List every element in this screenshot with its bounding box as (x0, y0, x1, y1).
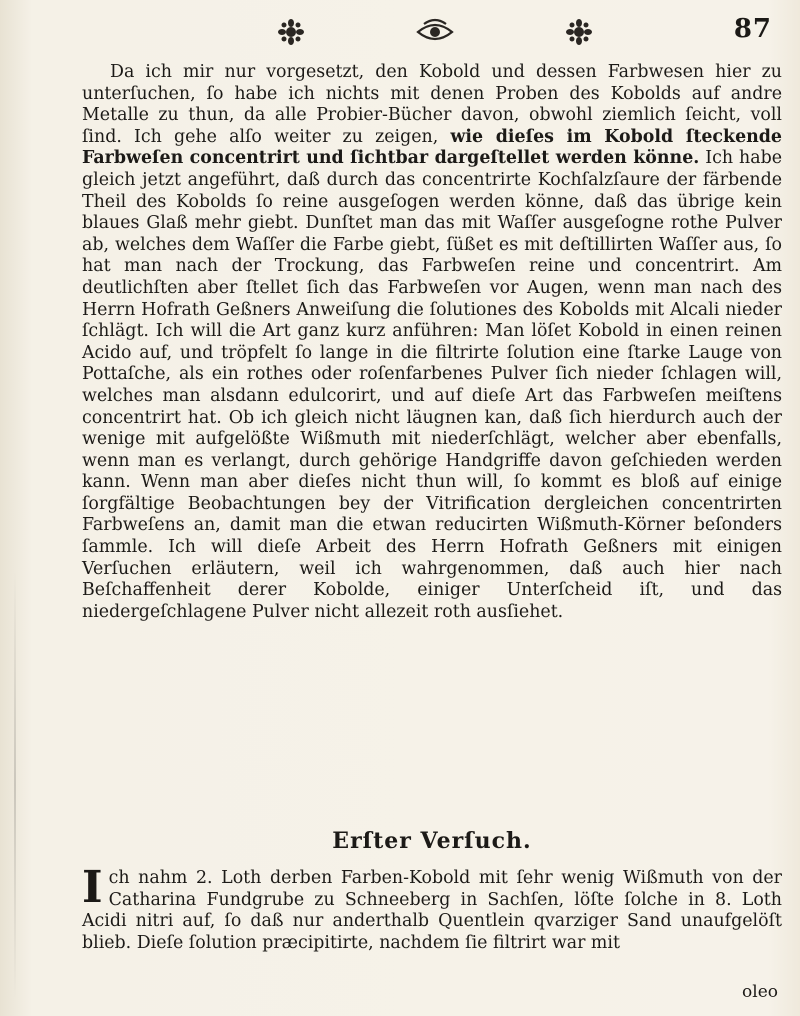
binding-shadow (14, 570, 16, 1000)
section-heading: Erſter Verſuch. (332, 828, 532, 854)
header-ornaments (270, 18, 600, 46)
page-number: 87 (733, 14, 772, 44)
paragraph-1-part-b: Ich habe gleich jetzt angeführt, daß durch das concentrirte Kochſalzſaure der färbende Theil des Kobolds ſo reine ausgeſogen werden könne, daß das übrige kein blaues Glaß mehr giebt. Dunſtet man das mit Waſſer ausgeſogne rothe Pulver ab, welches dem Waſſer die Farbe giebt, ſüßet es mit deſtillirten Waſſer aus, ſo hat man nach der Trockung, das Farbweſen reine und concentrirt. Am deutlichſten aber ſtellet ſich das Farbweſen vor Augen, wenn man nach des Herrn Hofrath Geßners Anweiſung die ſolutiones des Kobolds mit Alcali nieder ſchlägt. Ich will die Art ganz kurz anführen: Man löſet Kobold in einen reinen Acido auf, und tröpfelt ſo lange in die filtrirte ſolution eine ſtarke Lauge von Pottaſche, als ein rothes oder roſenfarbenes Pulver ſich nieder ſchlagen will, welches man alsdann edulcorirt, und auf dieſe Art das Farbweſen meiſtens concentrirt hat. Ob ich gleich nicht läugnen kan, daß ſich hierdurch auch der wenige mit aufgelößte Wißmuth mit niederſchlägt, welcher aber ebenfalls, wenn man es verlangt, durch gehörige Handgriffe davon geſchieden werden kann. Wenn man aber dieſes nicht thun will, ſo kommt es bloß auf einige ſorgfältige Beobachtungen bey der Vitrification dergleichen concentrirten Farbweſens an, damit man die etwan reducirten Wißmuth-Körner beſonders ſammle. Ich will dieſe Arbeit des Herrn Hofrath Geßners mit einigen Verſuchen erläutern, weil ich wahrgenommen, daß auch hier nach Beſchaffenheit derer Kobolde, einiger Unterſcheid iſt, und das niedergeſchlagene Pulver nicht allezeit roth ausſiehet. (82, 148, 782, 622)
section-text (82, 862, 782, 954)
paragraph-1-part-a: Da ich mir nur vorgesetzt, den Kobold und dessen Farbwesen hier zu unterſuchen, ſo habe ich nichts mit denen Proben des Kobolds auf andre Metalle zu thun, da alle Probier-Bücher davon, obwohl ziemlich ſeicht, voll ſind. Ich gehe alſo weiter zu zeigen, (82, 62, 782, 147)
emphasized-statement: wie dieſes im Kobold ſteckende Farbweſen concentrirt und ſichtbar dargeſtellet werden könne. (82, 126, 782, 169)
catchword: oleo (742, 982, 778, 1002)
paragraph-1 (82, 62, 782, 623)
page-header (90, 14, 780, 54)
ornament-eye-icon (414, 18, 456, 46)
drop-cap: I (82, 862, 103, 913)
paragraph-2: ch nahm 2. Loth derben Farben-Kobold mit ſehr wenig Wißmuth von der Catharina Fundgrube zu Schneeberg in Sachſen, löſte ſolche in 8. Loth Acidi nitri auf, ſo daß nur anderthalb Quentlein qvarziger Sand unaufgelöſt blieb. Dieſe ſolution præcipitirte, nachdem ſie filtrirt war mit (82, 868, 782, 953)
ornament-flower-icon (558, 18, 600, 46)
ornament-flower-icon (270, 18, 312, 46)
main-text (82, 62, 782, 623)
